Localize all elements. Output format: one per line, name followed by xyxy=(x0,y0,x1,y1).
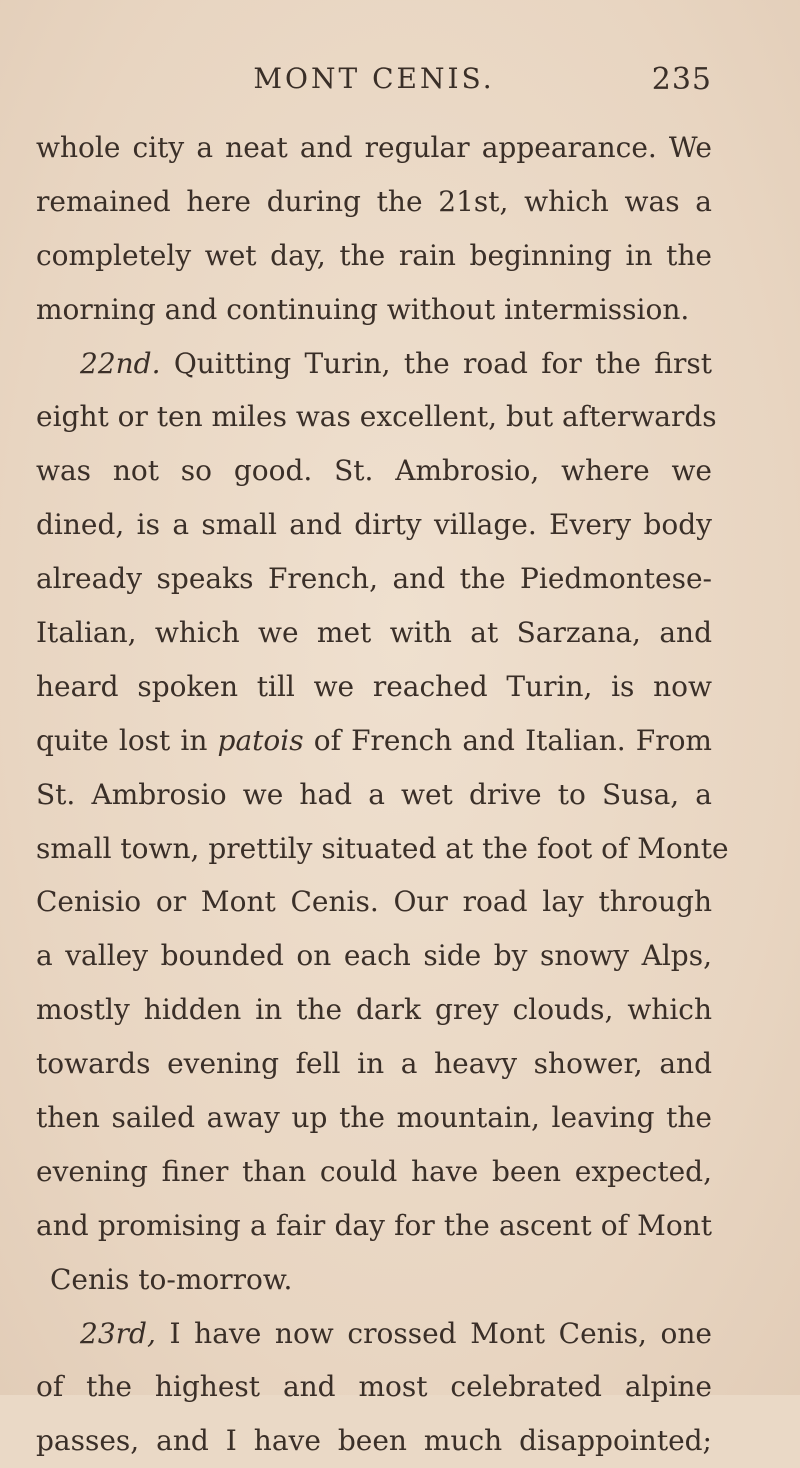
text-line: already speaks French, and the Piedmontese- xyxy=(36,562,712,596)
text-line: passes, and I have been much disappointed; xyxy=(36,1424,712,1458)
text-line: mostly hidden in the dark grey clouds, which xyxy=(36,993,712,1027)
text-line: of the highest and most celebrated alpine xyxy=(36,1370,712,1404)
text-line: small town, prettily situated at the foot of Monte xyxy=(36,831,729,865)
text-line: heard spoken till we reached Turin, is now xyxy=(36,669,712,703)
text-line: then sailed away up the mountain, leaving the xyxy=(36,1101,712,1135)
text-line: morning and continuing without intermission. xyxy=(36,292,690,326)
text-line: eight or ten miles was excellent, but afterwards xyxy=(36,400,717,434)
text-line: completely wet day, the rain beginning in the xyxy=(36,238,712,272)
line-text: of French and Italian. From xyxy=(303,723,712,757)
line-text: quite lost in xyxy=(36,723,218,757)
text-line xyxy=(36,714,712,768)
text-line: whole city a neat and regular appearance. We xyxy=(36,131,712,164)
entry-date: 23rd, xyxy=(80,1316,156,1350)
italic-word: patois xyxy=(217,723,304,757)
text-line: and promising a fair day for the ascent of Mont xyxy=(36,1208,712,1242)
text-line xyxy=(36,337,712,391)
text-line: remained here during the 21st, which was a xyxy=(36,184,712,218)
text-line: towards evening fell in a heavy shower, and xyxy=(36,1047,712,1081)
entry-date: 22nd. xyxy=(80,346,161,380)
line-text: I have now crossed Mont Cenis, one xyxy=(155,1316,712,1350)
text-line: a valley bounded on each side by snowy Alps, xyxy=(36,939,712,973)
running-head xyxy=(36,62,712,102)
text-line: Cenis to-morrow. xyxy=(50,1262,293,1296)
text-line: Cenisio or Mont Cenis. Our road lay through xyxy=(36,885,712,919)
line-text: Quitting Turin, the road for the first xyxy=(160,346,712,380)
text-body xyxy=(36,121,729,1468)
text-line: Italian, which we met with at Sarzana, and xyxy=(36,616,712,650)
text-line: dined, is a small and dirty village. Every body xyxy=(36,508,712,542)
page-number: 235 xyxy=(651,62,712,97)
text-line: was not so good. St. Ambrosio, where we xyxy=(36,454,712,488)
text-line xyxy=(36,1307,712,1361)
text-line: evening finer than could have been expected, xyxy=(36,1154,712,1188)
running-title: MONT CENIS. xyxy=(253,62,495,95)
text-line: St. Ambrosio we had a wet drive to Susa, a xyxy=(36,777,712,811)
